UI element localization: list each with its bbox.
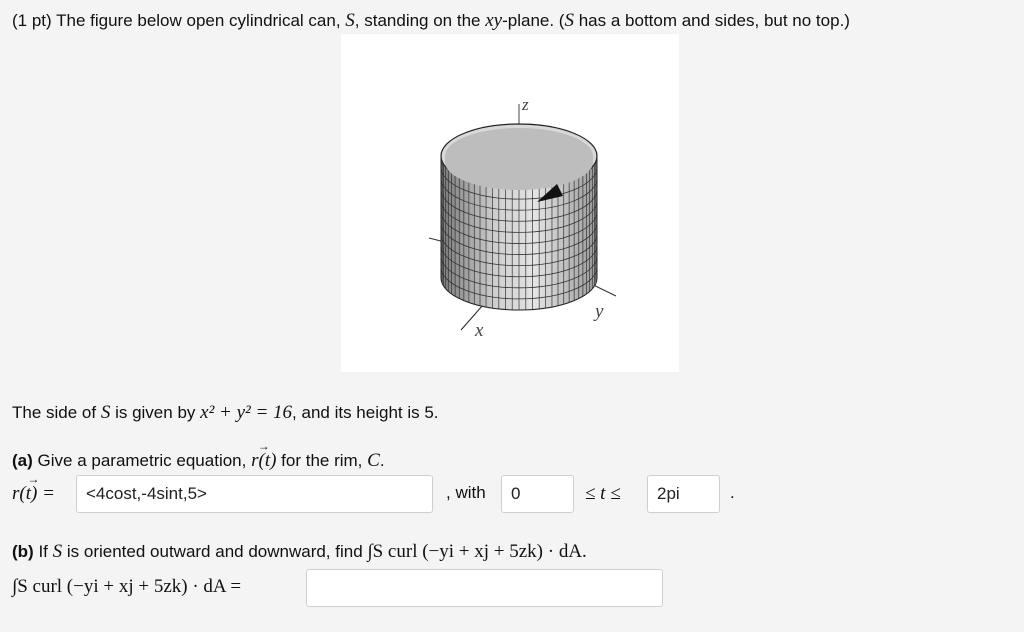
- axis-label-y: y: [595, 301, 604, 322]
- part-b-label: ∫S curl (−yi + xj + 5zk) · dA =: [12, 576, 242, 597]
- axis-label-z: z: [522, 95, 529, 114]
- flux-integral: ∫S curl (−yi + xj + 5zk) · dA.: [367, 541, 587, 562]
- cylinder-svg: [341, 34, 679, 372]
- cylinder-inner: [445, 128, 593, 190]
- with-label: , with: [446, 483, 486, 502]
- rim-equation-input[interactable]: <4cost,-4sint,5>: [76, 475, 433, 513]
- t-min-input[interactable]: 0: [501, 475, 574, 513]
- part-b-prompt: (b) If S is oriented outward and downward, find ∫S curl (−yi + xj + 5zk) · dA.: [12, 541, 587, 562]
- cylinder-figure: [341, 34, 679, 372]
- part-a-label: → r(t) =: [12, 483, 55, 505]
- points-label: (1 pt): [12, 11, 52, 30]
- r-of-t: → r(t): [251, 450, 276, 472]
- side-description: The side of S is given by x² + y² = 16, and its height is 5.: [12, 402, 439, 423]
- problem-statement: (1 pt) The figure below open cylindrical can, S, standing on the xy-plane. (S has a bottom and sides, but no top.): [12, 10, 850, 31]
- side-equation: x² + y² = 16: [200, 402, 293, 423]
- t-max-input[interactable]: 2pi: [647, 475, 720, 513]
- part-a-prompt: (a) Give a parametric equation, → r(t) for the rim, C.: [12, 450, 385, 472]
- part-b-tag: (b): [12, 542, 34, 561]
- axis-label-x: x: [475, 320, 484, 341]
- part-a-tag: (a): [12, 451, 33, 470]
- t-range-label: ≤ t ≤: [585, 483, 621, 504]
- flux-answer-input[interactable]: [306, 569, 663, 607]
- end-period: .: [730, 483, 735, 502]
